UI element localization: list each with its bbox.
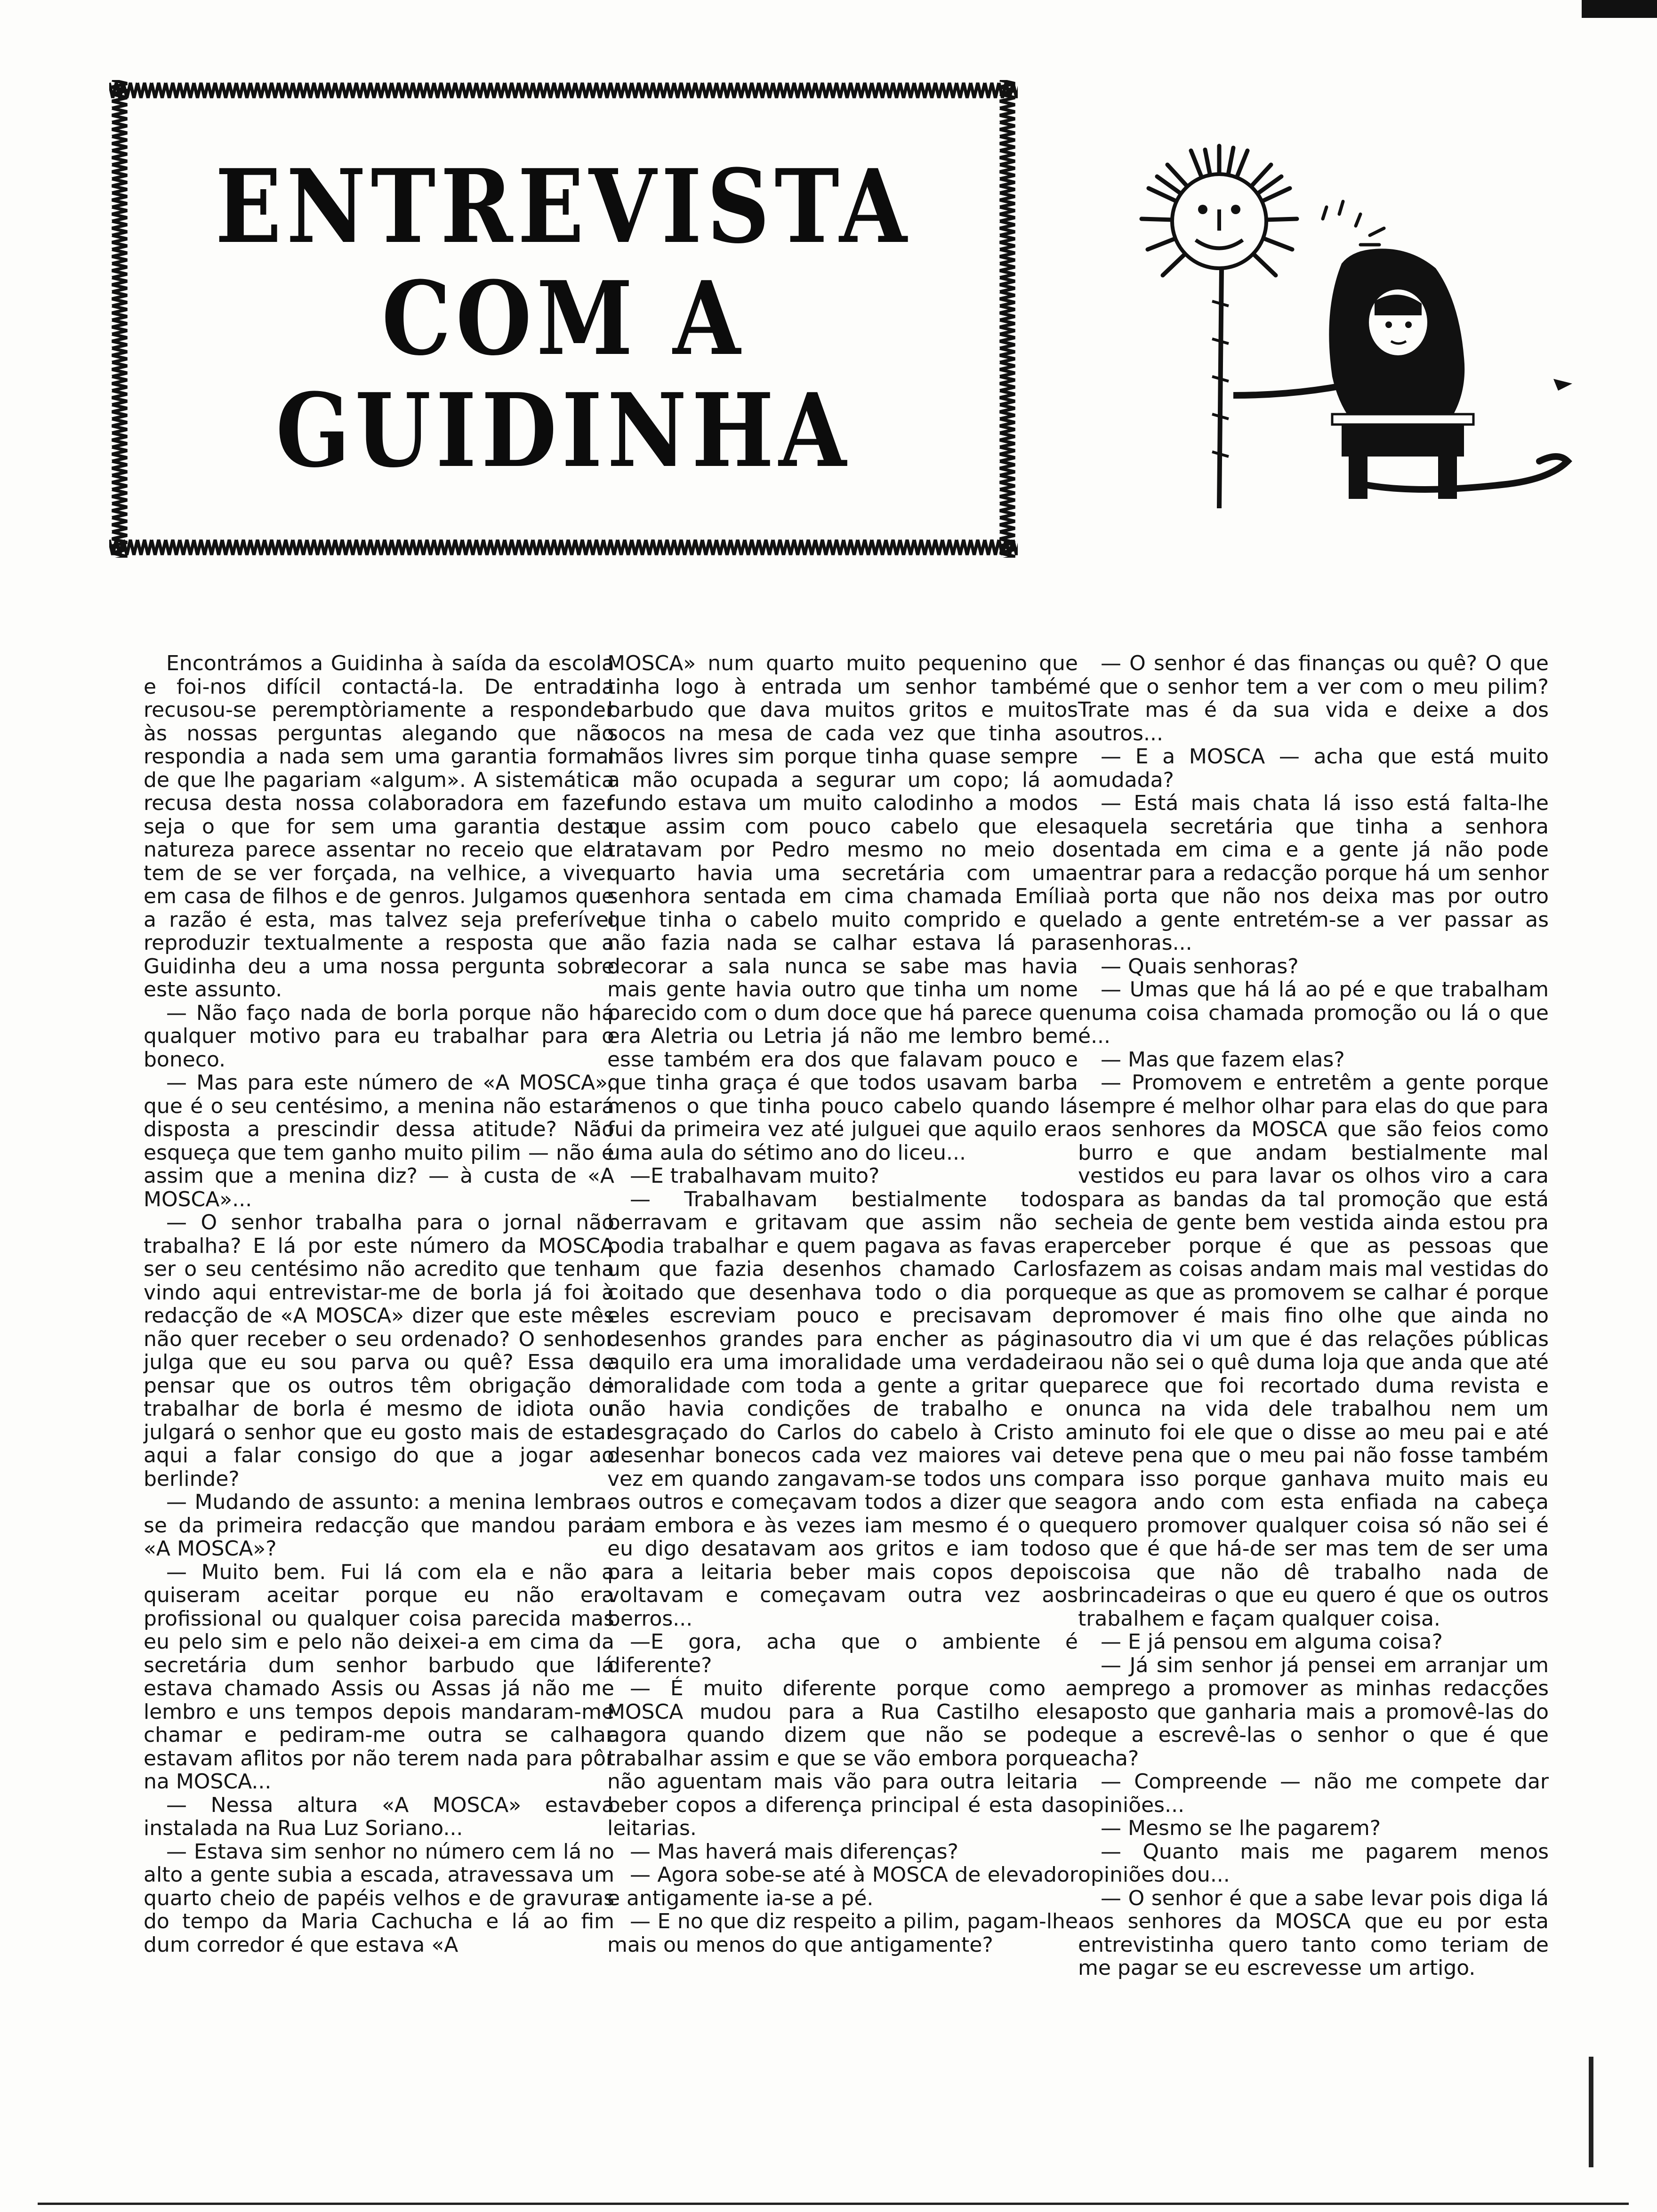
paragraph: — Quanto mais me pagarem menos opiniões dou... [1078,1839,1549,1887]
paragraph: — E no que diz respeito a pilim, pagam-lhe mais ou menos do que antigamente? [607,1909,1078,1957]
article-column-1 [144,652,614,1956]
paragraph: —E trabalhavam muito? [630,1164,880,1188]
paragraph: — E a MOSCA — acha que está muito mudada? [1078,745,1549,792]
paragraph: Encontrámos a Guidinha à saída da escola e foi-nos difícil contactá-la. De entrada recusou-se peremptòriamente a responder às nossas perguntas alegando que não respondia a nada sem uma garantia formal de que lhe pagariam «algum». A sistemática recusa desta nossa colaboradora em fazer seja o que for sem uma garantia desta natureza parece assentar no receio que ela tem de se ver forçada, na velhice, a viver em casa de filhos e de genros. Julgamos que a razão é esta, mas talvez seja preferível reproduzir textualmente a resposta que a Guidinha deu a uma nossa pergunta sobre este assunto. [144,651,614,1002]
title-box [109,80,1018,558]
article-column-3 [1078,652,1549,1980]
headline-line-3: GUIDINHA [275,371,852,490]
headline [191,147,936,490]
print-mark [1589,2057,1593,2167]
paragraph: — O senhor é que a sabe levar pois diga lá aos senhores da MOSCA que eu por esta entrevistinha quero tanto como teriam de me pagar se eu escrevesse um artigo. [1078,1886,1549,1980]
paragraph: — Quais senhoras? [1101,954,1299,978]
paragraph: — Mudando de assunto: a menina lembra-se da primeira redacção que mandou para «A MOSCA»? [144,1490,614,1561]
bottom-rule [38,2203,1629,2205]
paragraph: — Compreende — não me compete dar opiniões... [1078,1770,1549,1817]
sun-and-girl-illustration [1078,113,1605,537]
zigzag-border-right [997,80,1018,558]
paragraph: — Estava sim senhor no número cem lá no alto a gente subia a escada, atravessava um quarto cheio de papéis velhos e de gravuras do tempo da Maria Cachucha e lá ao fim dum corredor é que estava «A [144,1839,614,1957]
paragraph: — Nessa altura «A MOSCA» estava instalada na Rua Luz Soriano... [144,1793,614,1840]
paragraph: —E gora, acha que o ambiente é diferente? [607,1630,1078,1677]
headline-line-2: COM A [381,259,746,378]
corner-mark [1582,0,1657,18]
paragraph: — Umas que há lá ao pé e que trabalham numa coisa chamada promoção ou lá o que é... [1078,978,1549,1048]
zigzag-border-left [109,80,130,558]
paragraph: — Não faço nada de borla porque não há qualquer motivo para eu trabalhar para o boneco. [144,1001,614,1072]
paragraph: — Mas para este número de «A MOSCA», que é o seu centésimo, a menina não estará disposta a prescindir dessa atitude? Não esqueça que tem ganho muito pilim — não é assim que a menina diz? — à custa de «A MOSCA»... [144,1071,614,1211]
paragraph: — Promovem e entretêm a gente porque sempre é melhor olhar para elas do que para os senhores da MOSCA que são feios como burro e que andam bestialmente mal vestidos eu para lavar os olhos viro a cara para as bandas da tal promoção que está cheia de gente bem vestida ainda estou pra perceber porque é que as pessoas que fazem as coisas andam mais mal vestidas do que as que as promovem se calhar é porque promover é mais fino olhe que ainda no outro dia vi um que é das relações públicas ou não sei o quê duma loja que anda que até parece que foi recortado duma revista e nunca na vida dele trabalhou nem um minuto foi ele que o disse ao meu pai e até teve pena que o meu pai não fosse também para isso porque ganhava muito mais eu agora ando com esta enfiada na cabeça quero promover qualquer coisa só não sei é o que é que há-de ser mas tem de ser uma coisa que não dê trabalho nada de brincadeiras o que eu quero é que os outros trabalhem e façam qualquer coisa. [1078,1071,1549,1631]
paragraph: — É muito diferente porque como a MOSCA mudou para a Rua Castilho eles agora quando dizem que não se pode trabalhar assim e que se vão embora porque não aguentam mais vão para outra leitaria beber copos a diferença principal é esta das leitarias. [607,1676,1078,1840]
zigzag-border-top [109,80,1018,101]
paragraph: MOSCA» num quarto muito pequenino que tinha logo à entrada um senhor também barbudo que dava muitos gritos e muitos socos na mesa de cada vez que tinha as mãos livres sim porque tinha quase sempre a mão ocupada a segurar um copo; lá ao fundo estava um muito calodinho a modos que assim com pouco cabelo que eles tratavam por Pedro mesmo no meio do quarto havia uma secretária com uma senhora sentada em cima chamada Emília que tinha o cabelo muito comprido e que não fazia nada se calhar estava lá para decorar a sala nunca se sabe mas havia mais gente havia outro que tinha um nome parecido com o dum doce que há parece que era Aletria ou Letria já não me lembro bem esse também era dos que falavam pouco e que tinha graça é que todos usavam barba menos o que tinha pouco cabelo quando lá fui da primeira vez até julguei que aquilo era uma aula do sétimo ano do liceu... [607,651,1078,1165]
paragraph: — Mas que fazem elas? [1101,1047,1345,1072]
article-column-2 [607,652,1078,1956]
paragraph: — E já pensou em alguma coisa? [1101,1630,1443,1654]
paragraph: — O senhor trabalha para o jornal não trabalha? E lá por este número da MOSCA ser o seu centésimo não acredito que tenha vindo aqui entrevistar-me de borla já foi à redacção de «A MOSCA» dizer que este mês não quer receber o seu ordenado? O senhor julga que eu sou parva ou quê? Essa de pensar que os outros têm obrigação de trabalhar de borla é mesmo de idiota ou julgará o senhor que eu gosto mais de estar aqui a falar consigo do que a jogar ao berlinde? [144,1210,614,1491]
paragraph: — Mas haverá mais diferenças? [630,1839,959,1864]
headline-line-1: ENTREVISTA [215,147,912,266]
paragraph: — Muito bem. Fui lá com ela e não a quiseram aceitar porque eu não era profissional ou qualquer coisa parecida mas eu pelo sim e pelo não deixei-a em cima da secretária dum senhor barbudo que lá estava chamado Assis ou Assas já não me lembro e uns tempos depois mandaram-me chamar e pediram-me outra se calhar estavam aflitos por não terem nada para pôr na MOSCA... [144,1560,614,1794]
paragraph: — Mesmo se lhe pagarem? [1101,1816,1381,1840]
paragraph: — Trabalhavam bestialmente todos berravam e gritavam que assim não se podia trabalhar e quem pagava as favas era um que fazia desenhos chamado Carlos coitado que desenhava todo o dia porque eles escreviam pouco e precisavam de desenhos grandes para encher as páginas aquilo era uma imoralidade uma verdadeira imoralidade com toda a gente a gritar que não havia condições de trabalho e o desgraçado do Carlos do cabelo à Cristo a desenhar bonecos cada vez maiores vai de vez em quando zangavam-se todos uns com os outros e começavam todos a dizer que se iam embora e às vezes iam mesmo é o que eu digo desatavam aos gritos e iam todos para a leitaria beber mais copos depois voltavam e começavam outra vez aos berros... [607,1187,1078,1631]
paragraph: — Agora sobe-se até à MOSCA de elevador e antigamente ia-se a pé. [607,1863,1078,1910]
paragraph: — O senhor é das finanças ou quê? O que é que o senhor tem a ver com o meu pilim? Trate mas é da sua vida e deixe a dos outros... [1078,651,1549,745]
paragraph: — Está mais chata lá isso está falta-lhe aquela secretária que tinha a senhora sentada em cima e a gente já não pode entrar para a redacção porque há um senhor à porta que não nos deixa mas por outro lado a gente entretém-se a ver passar as senhoras... [1078,791,1549,955]
paragraph: — Já sim senhor já pensei em arranjar um emprego a promover as minhas redacções aposto que ganharia mais a promovê-las do que a escrevê-las o senhor o que é que acha? [1078,1653,1549,1771]
zigzag-border-bottom [109,537,1018,558]
